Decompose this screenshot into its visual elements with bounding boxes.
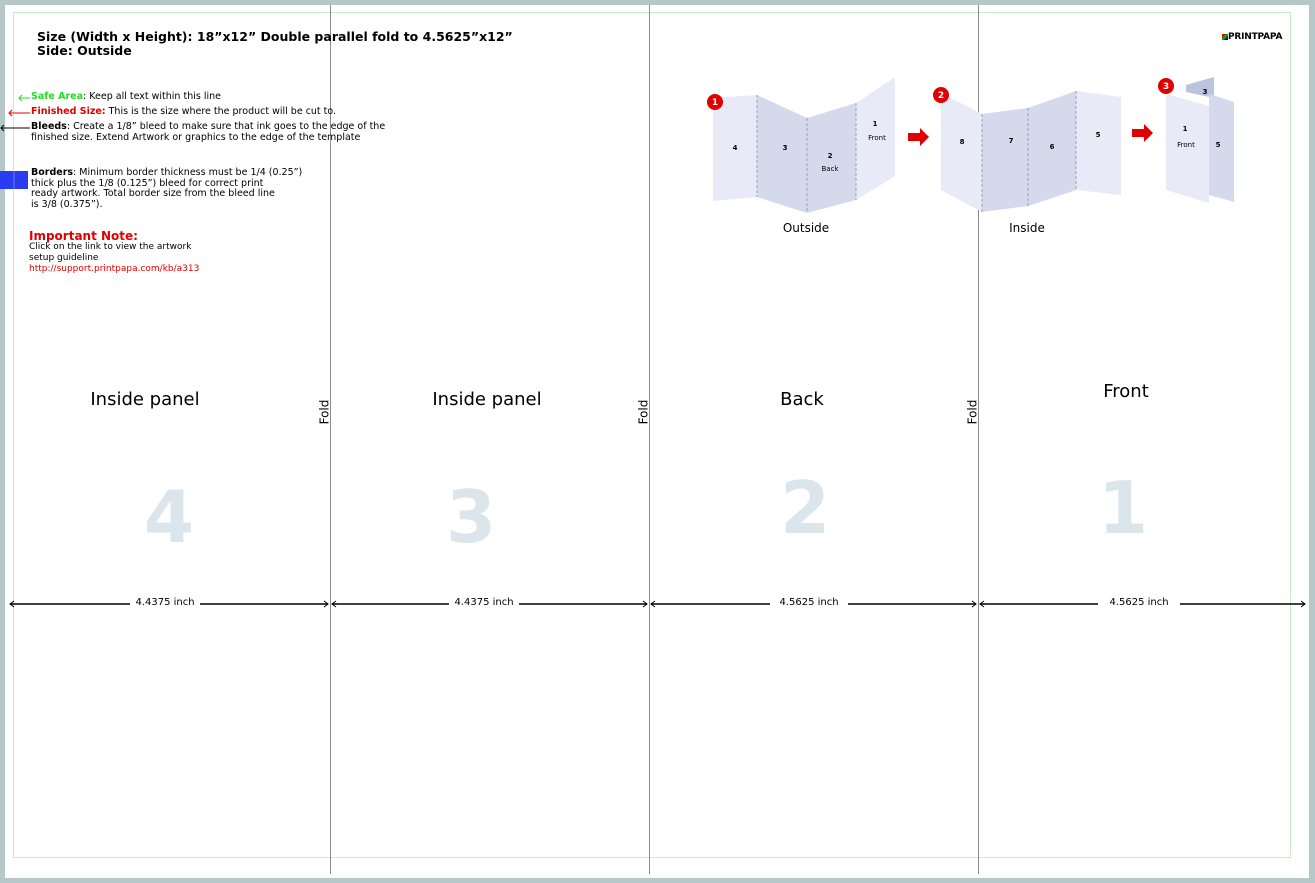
folded-brochure: [1166, 77, 1234, 203]
borders-text-3: ready artwork. Total border size from the bleed line: [31, 188, 275, 199]
legend-finished: [31, 107, 336, 118]
note-body-1: Click on the link to view the artwork: [29, 242, 192, 252]
legend-safe: [31, 92, 221, 103]
logo-text: PRINTPAPA: [1228, 32, 1283, 42]
outside-p1-label: Front: [868, 134, 886, 142]
outside-p4: 4: [732, 144, 738, 152]
panel-title-3: Inside panel: [432, 389, 542, 410]
borders-text-4: is 3/8 (0.375”).: [31, 198, 103, 210]
panel-number-1: 1: [1097, 466, 1149, 550]
panel-title-4: Inside panel: [90, 389, 200, 410]
inside-p6: 6: [1049, 143, 1055, 151]
panel-number-2: 2: [779, 466, 831, 550]
dim-label-1: 4.5625 inch: [1098, 597, 1180, 608]
outside-p2: 2: [827, 152, 833, 160]
side-line: Side: Outside: [37, 43, 132, 58]
outside-p3: 3: [782, 144, 788, 152]
inside-panel-8: [941, 93, 982, 212]
guideline-link[interactable]: http://support.printpapa.com/kb/a313: [29, 264, 200, 274]
folded-p1-label: Front: [1177, 141, 1195, 149]
legend-borders: [31, 168, 302, 210]
outside-p2-label: Back: [821, 165, 839, 173]
step-3-number: 3: [1162, 82, 1170, 92]
folded-p5: 5: [1215, 141, 1221, 149]
important-note-body: [29, 242, 199, 264]
panel-title-2: Back: [780, 389, 824, 410]
page-title: [37, 30, 513, 58]
fold-label-1: Fold: [317, 399, 332, 425]
legend-bleeds: [31, 122, 385, 143]
inside-p8: 8: [959, 138, 965, 146]
step-1-number: 1: [711, 98, 719, 108]
dim-label-3: 4.4375 inch: [449, 597, 519, 608]
inside-panel-7: [982, 108, 1028, 212]
outside-p1: 1: [872, 120, 878, 128]
size-line: Size (Width x Height): 18”x12” Double parallel fold to 4.5625”x12”: [37, 29, 513, 44]
outside-caption: Outside: [782, 221, 830, 235]
folded-p1: 1: [1182, 125, 1188, 133]
finished-label: Finished Size:: [31, 106, 106, 117]
panel-title-1: Front: [1103, 381, 1149, 402]
fold-label-2: Fold: [636, 399, 651, 425]
inside-p7: 7: [1008, 137, 1014, 145]
outside-panel-3: [757, 95, 807, 213]
inside-brochure: [941, 91, 1121, 212]
bleeds-text-1: : Create a 1/8” bleed to make sure that ink goes to the edge of the: [66, 121, 386, 132]
fold-label-3: Fold: [965, 399, 980, 425]
outside-brochure: [713, 77, 895, 213]
inside-panel-5: [1076, 91, 1121, 195]
arrow-right-icon-1: [908, 128, 929, 146]
dim-label-4: 4.4375 inch: [130, 597, 200, 608]
borders-label: Borders: [31, 167, 74, 178]
panel-number-4: 4: [143, 475, 195, 559]
bleeds-text-2: finished size. Extend Artwork or graphics to the edge of the template: [31, 131, 361, 143]
inside-caption: Inside: [1009, 221, 1045, 235]
important-note-title: Important Note:: [29, 229, 138, 243]
finished-text: This is the size where the product will be cut to.: [105, 106, 337, 117]
arrow-right-icon-2: [1132, 124, 1153, 142]
folded-panel-5: [1209, 94, 1234, 202]
panel-number-3: 3: [445, 475, 497, 559]
dim-label-2: 4.5625 inch: [770, 597, 848, 608]
bleeds-label: Bleeds: [31, 121, 67, 132]
safe-label: Safe Area: [31, 91, 84, 102]
safe-text: : Keep all text within this line: [83, 91, 221, 102]
folded-p3: 3: [1202, 88, 1208, 96]
note-body-2: setup guideline: [29, 253, 99, 263]
inside-p5: 5: [1095, 131, 1101, 139]
fold-line-2: [649, 5, 650, 874]
step-2-number: 2: [937, 91, 945, 101]
borders-text-2: thick plus the 1/8 (0.125”) bleed for correct print: [31, 177, 264, 189]
fold-diagram: [700, 70, 1260, 245]
borders-text-1: : Minimum border thickness must be 1/4 (0.25”): [73, 167, 303, 178]
printpapa-logo: [1222, 32, 1282, 42]
